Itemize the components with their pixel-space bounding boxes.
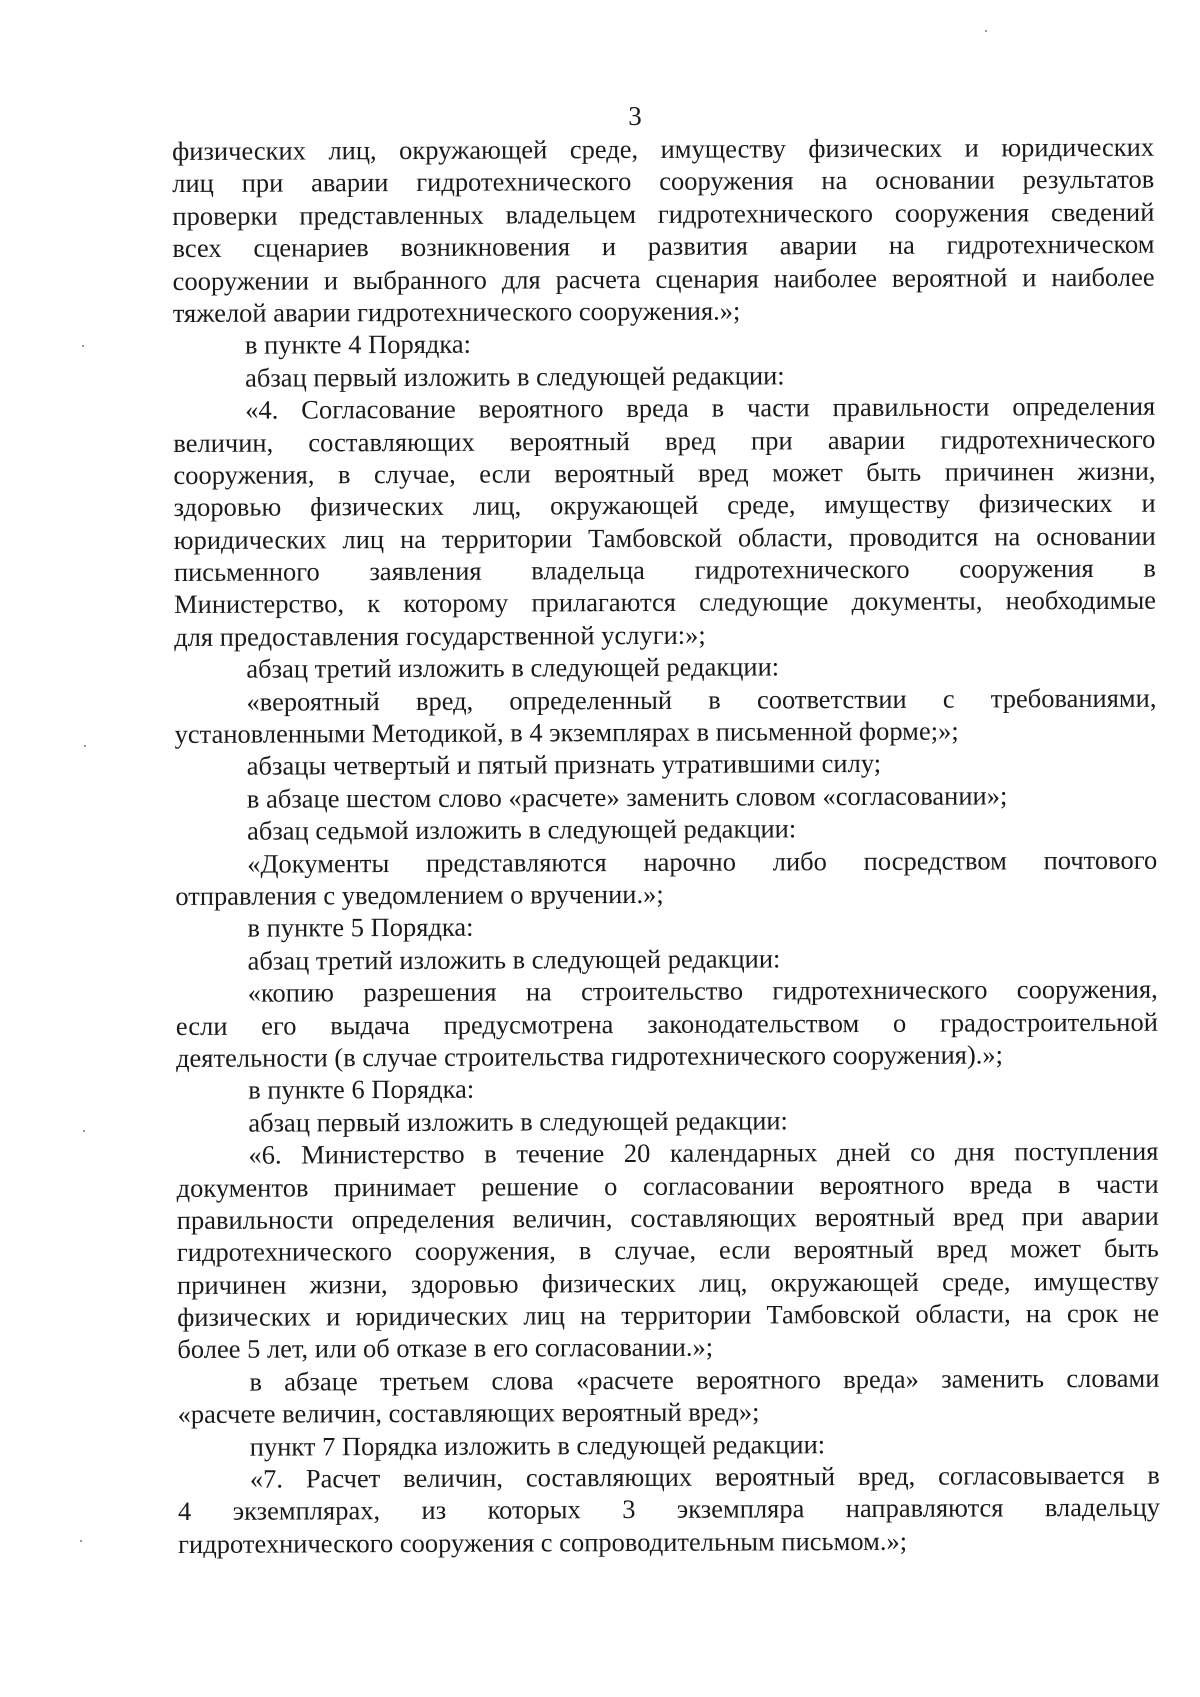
text-line: пункт 7 Порядка изложить в следующей редакции: [249, 1428, 826, 1462]
text-line: «вероятный вред, определенный в соответствии с требованиями, [246, 682, 1157, 717]
text-line: «копию разрешения на строительство гидротехнического сооружения, [247, 973, 1158, 1008]
text-line: документов принимает решение о согласовании вероятного вреда в части [176, 1168, 1159, 1203]
scan-speck [985, 30, 987, 32]
text-line: абзац третий изложить в следующей редакции: [246, 651, 780, 684]
text-line: «4. Согласование вероятного вреда в части правильности определения [245, 390, 1156, 425]
text-line: в пункте 6 Порядка: [248, 1074, 475, 1106]
text-line: величин, составляющих вероятный вред при аварии гидротехнического [173, 423, 1156, 458]
scan-speck [84, 745, 86, 747]
text-line: 4 экземплярах, из которых 3 экземпляра направляются владельцу [177, 1492, 1161, 1527]
text-line: если его выдача предусмотрена законодательством о градостроительной [175, 1006, 1158, 1041]
text-line: гидротехнического сооружения, в случае, если вероятный вред может быть [176, 1232, 1159, 1268]
text-line: абзац первый изложить в следующей редакции: [248, 1105, 788, 1138]
text-line: более 5 лет, или об отказе в его согласовании.»; [177, 1332, 714, 1365]
text-line: в абзаце третьем слова «расчете вероятного вреда» заменить словами [249, 1362, 1160, 1397]
text-line: проверки представленных владельцем гидротехнического сооружения сведений [172, 196, 1155, 231]
text-line: гидротехнического сооружения с сопроводительным письмом.»; [178, 1525, 908, 1559]
text-line: «Документы представляются нарочно либо посредством почтового [247, 844, 1158, 879]
text-line: причинен жизни, здоровью физических лиц, окружающей среде, имуществу [176, 1265, 1160, 1300]
text-line: «6. Министерство в течение 20 календарных дней со дня поступления [248, 1135, 1159, 1170]
text-line: «7. Расчет величин, составляющих вероятный вред, согласовывается в [249, 1459, 1160, 1494]
text-line: абзац третий изложить в следующей редакции: [247, 943, 781, 976]
document-body [172, 131, 1160, 1560]
text-line: деятельности (в случае строительства гидротехнического сооружения).»; [175, 1039, 1004, 1073]
text-line: отправления с уведомлением о вручении.»; [175, 878, 664, 911]
text-line: абзац первый изложить в следующей редакции: [244, 360, 785, 393]
text-line: в абзаце шестом слово «расчете» заменить словом «согласовании»; [246, 780, 1008, 814]
scan-speck [83, 1130, 85, 1132]
text-line: здоровью физических лиц, окружающей среде, имуществу физических и [173, 488, 1156, 523]
scan-speck [82, 345, 84, 347]
text-line: абзацы четвертый и пятый признать утратившими силу; [246, 748, 882, 782]
text-line: физических и юридических лиц на территории Тамбовской области, на срок не [177, 1297, 1160, 1333]
text-line: сооружения, в случае, если вероятный вред может быть причинен жизни, [173, 455, 1156, 490]
text-line: в пункте 5 Порядка: [247, 912, 474, 944]
text-line: письменного заявления владельца гидротехнического сооружения в [173, 552, 1156, 588]
text-line: юридических лиц на территории Тамбовской области, проводится на основании [173, 520, 1156, 555]
text-line: правильности определения величин, составляющих вероятный вред при аварии [176, 1200, 1159, 1235]
text-line: всех сценариев возникновения и развития аварии на гидротехническом [172, 228, 1155, 264]
text-line: сооружении и выбранного для расчета сценария наиболее вероятной и наиболее [172, 261, 1155, 296]
scan-speck [80, 1540, 82, 1542]
text-line: в пункте 4 Порядка: [244, 329, 472, 361]
text-line: тяжелой аварии гидротехнического сооружения.»; [172, 295, 741, 328]
text-line: установленными Методикой, в 4 экземплярах в письменной форме;»; [174, 715, 959, 750]
text-line: для предоставления государственной услуги:»; [174, 619, 706, 652]
text-line: абзац седьмой изложить в следующей редакции: [246, 813, 797, 846]
text-line: лиц при аварии гидротехнического сооружения на основании результатов [172, 164, 1155, 199]
text-line: физических лиц, окружающей среде, имуществу физических и юридических [172, 131, 1155, 166]
page-number: 3 [628, 101, 642, 131]
text-line: «расчете величин, составляющих вероятный вред»; [177, 1396, 760, 1430]
text-line: Министерство, к которому прилагаются следующие документы, необходимые [173, 585, 1157, 620]
